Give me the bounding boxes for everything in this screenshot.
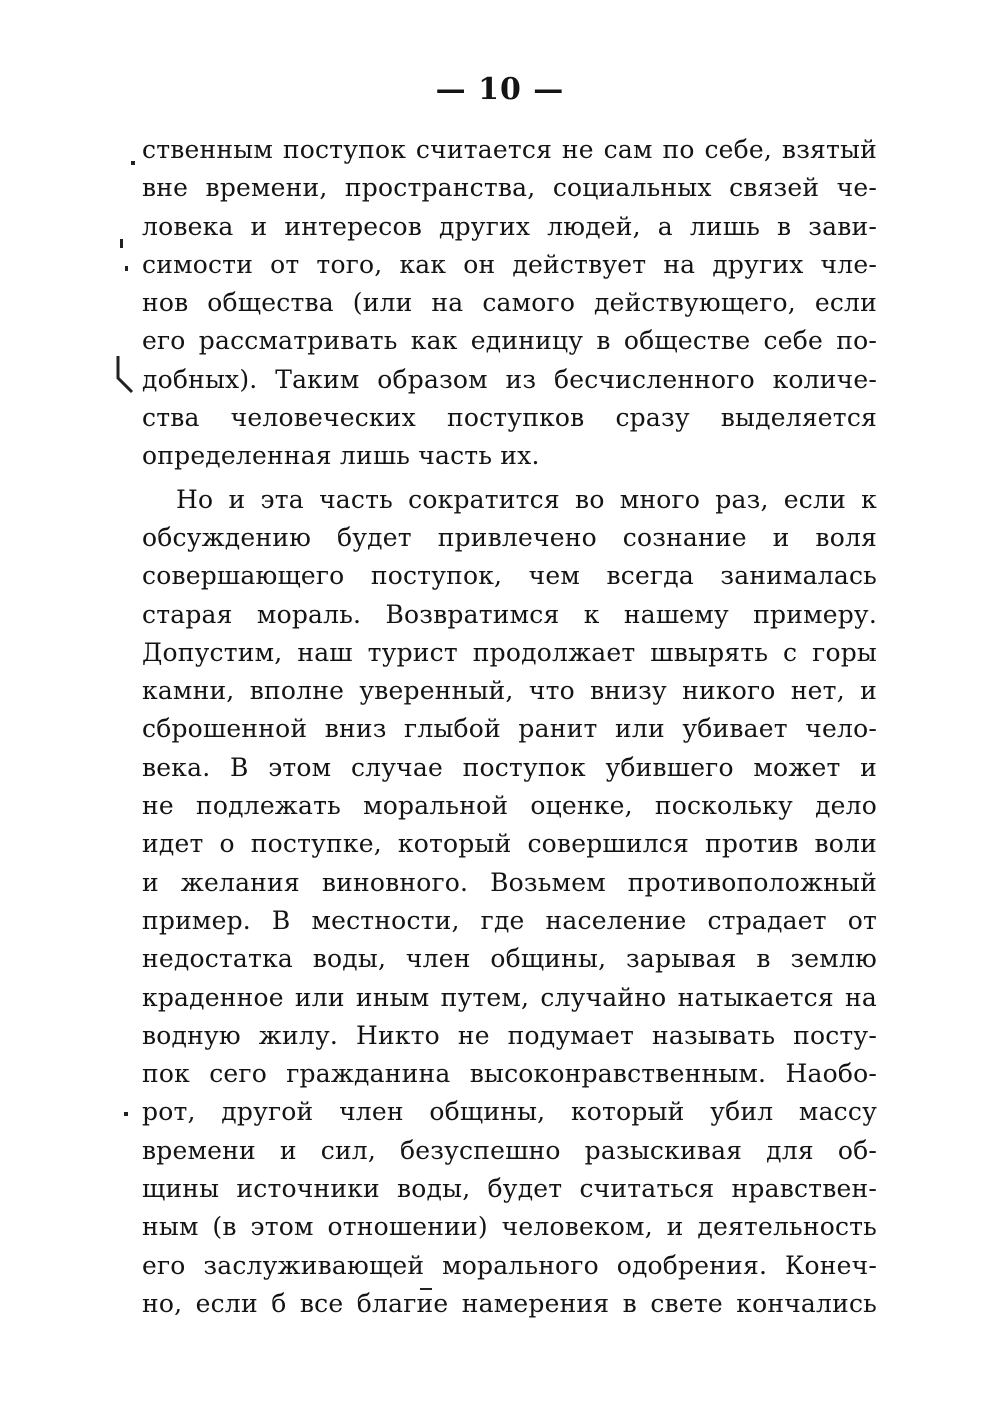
text-line: ловека и интересов других людей, а лишь в зави- xyxy=(142,211,877,241)
text-line: его рассматривать как единицу в обществе себе по- xyxy=(142,326,877,356)
text-line: идет о поступке, который совершился против воли xyxy=(142,829,877,859)
scan-speck xyxy=(131,161,135,165)
text-line: пок сего гражданина высоконравственным. Наобо- xyxy=(142,1059,877,1089)
text-line: сброшенной вниз глыбой ранит или убивает чело- xyxy=(142,714,877,744)
text-line: ства человеческих поступков сразу выделяется xyxy=(142,403,877,433)
text-line: Допустим, наш турист продолжает швырять с горы xyxy=(142,637,877,667)
text-line: нов общества (или на самого действующего, если xyxy=(142,288,877,318)
text-line: пример. В местности, где население страдает от xyxy=(142,905,877,935)
text-line: камни, вполне уверенный, что внизу никого нет, и xyxy=(142,676,877,706)
paragraph xyxy=(142,131,877,476)
text-line: добных). Таким образом из бесчисленного количе- xyxy=(142,364,877,394)
text-line: недостатка воды, член общины, зарывая в землю xyxy=(142,944,877,974)
text-line: ным (в этом отношении) человеком, и деятельность xyxy=(142,1212,877,1242)
text-line: обсуждению будет привлечено сознание и воля xyxy=(142,522,877,552)
text-line: краденное или иным путем, случайно натыкается на xyxy=(142,982,877,1012)
text-line: старая мораль. Возвратимся к нашему примеру. xyxy=(142,599,877,629)
text-line: вне времени, пространства, социальных связей че- xyxy=(142,173,877,203)
page-number: — 10 — xyxy=(435,72,565,107)
text-line: водную жилу. Никто не подумает называть посту- xyxy=(142,1020,877,1050)
text-line: рот, другой член общины, который убил массу xyxy=(142,1097,877,1127)
text-line: и желания виновного. Возьмем противоположный xyxy=(142,867,877,897)
scan-speck xyxy=(124,1112,128,1116)
text-line: века. В этом случае поступок убившего может и xyxy=(142,752,877,782)
text-line: щины источники воды, будет считаться нравствен- xyxy=(142,1174,877,1204)
text-line: ственным поступок считается не сам по себе, взятый xyxy=(142,135,877,164)
text-line: но, если б все благие намерения в свете кончались xyxy=(142,1288,877,1318)
scan-bracket-mark xyxy=(114,354,136,394)
text-line: не подлежать моральной оценке, поскольку дело xyxy=(142,791,877,821)
text-line: времени и сил, безуспешно разыскивая для об- xyxy=(142,1135,877,1165)
text-line: Но и эта часть сократится во много раз, если к xyxy=(176,484,877,514)
text-body xyxy=(142,131,877,1323)
scan-speck xyxy=(125,266,128,271)
paragraph xyxy=(142,481,877,1324)
text-line: симости от того, как он действует на других чле- xyxy=(142,249,877,279)
scan-speck xyxy=(120,239,123,248)
text-line: его заслуживающей морального одобрения. Конеч- xyxy=(142,1250,877,1280)
text-line: определенная лишь часть их. xyxy=(142,441,540,471)
text-line: совершающего поступок, чем всегда занималась xyxy=(142,561,877,591)
